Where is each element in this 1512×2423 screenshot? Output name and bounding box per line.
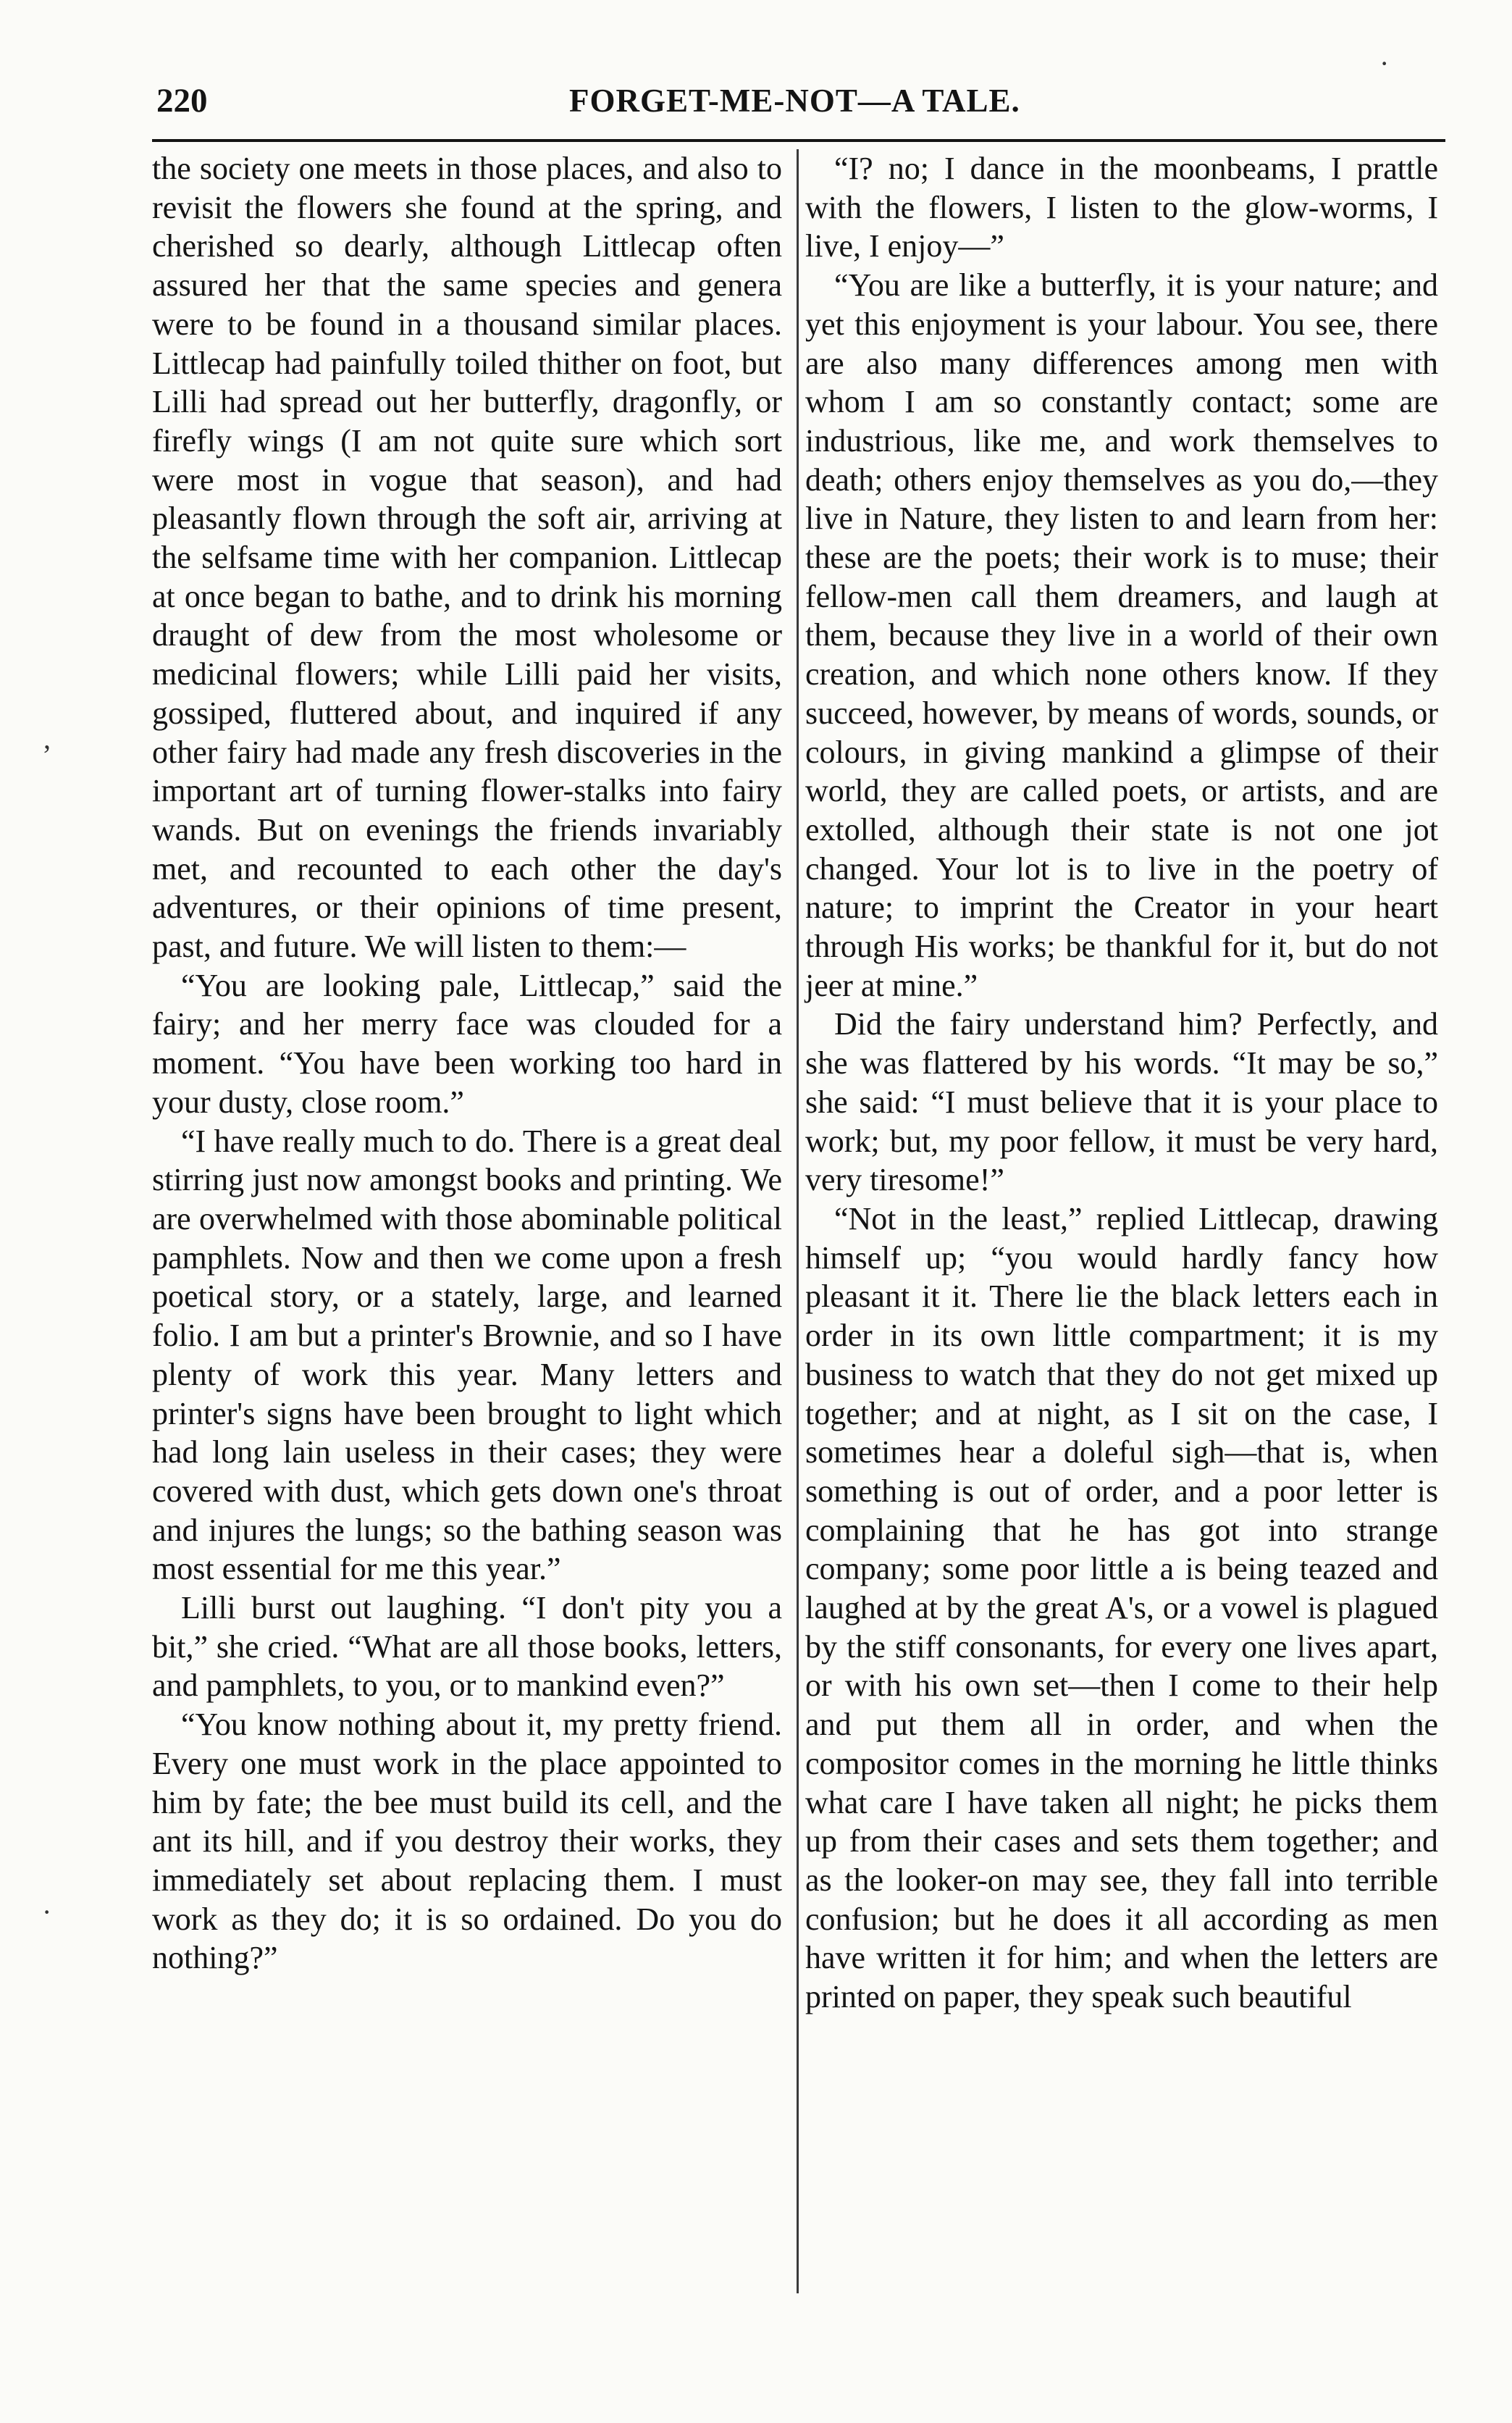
page-header	[156, 71, 1438, 130]
paragraph: “I have really much to do. There is a great deal stirring just now amongst books and printing. We are overwhelmed with those abominable political pamphlets. Now and then we come upon a fresh poetical story, or a stately, large, and learned folio. I am but a printer's Brownie, and so I have plenty of work this year. Many letters and printer's signs have been brought to light which had long lain useless in their cases; they were covered with dust, which gets down one's throat and injures the lungs; so the bathing season was most essential for me this year.”	[152, 1123, 782, 1587]
margin-mark: ·	[1379, 47, 1390, 80]
paragraph: “You are like a butterfly, it is your nature; and yet this enjoyment is your labour. You see, there are also many differences among men with whom I am so constantly contact; some are industrious, like me, and work themselves to death; others enjoy themselves as you do,—they live in Nature, they listen to and learn from her: these are the poets; their work is to muse; their fellow-men call them dreamers, and laugh at them, because they live in a world of their own creation, and which none others know. If they succeed, however, by means of words, sounds, or colours, in giving mankind a glimpse of their world, they are called poets, or artists, and are extolled, although their state is not one jot changed. Your lot is to live in the poetry of nature; to imprint the Creator in your heart through His works; be thankful for it, but do not jeer at mine.”	[805, 267, 1438, 1003]
paragraph: Did the fairy understand him? Perfectly, and she was flattered by his words. “It may be so,” she said: “I must believe that it is your place to work; but, my poor fellow, it must be very hard, very tiresome!”	[805, 1006, 1438, 1198]
paragraph: “I? no; I dance in the moonbeams, I prattle with the flowers, I listen to the glow-worms, I live, I enjoy—”	[805, 151, 1438, 264]
running-title: FORGET-ME-NOT—A TALE.	[569, 83, 1020, 119]
margin-mark: ,	[43, 722, 51, 755]
right-column	[805, 149, 1438, 2017]
header-rule	[152, 139, 1445, 142]
paragraph: “You are looking pale, Littlecap,” said the fairy; and her merry face was clouded for a moment. “You have been working too hard in your dusty, close room.”	[152, 967, 782, 1120]
paragraph: “You know nothing about it, my pretty friend. Every one must work in the place appointed to him by fate; the bee must build its cell, and the ant its hill, and if you destroy their works, they immediately set about replacing them. I must work as they do; it is so ordained. Do you do nothing?”	[152, 1707, 782, 1976]
page-number: 220	[156, 82, 208, 120]
margin-mark: ·	[42, 1896, 52, 1928]
paragraph: “Not in the least,” replied Littlecap, drawing himself up; “you would hardly fancy how pleasant it it. There lie the black letters each in order in its own little compartment; it is my business to watch that they do not get mixed up together; and at night, as I sit on the case, I sometimes hear a doleful sigh—that is, when something is out of order, and a poor letter is complaining that he has got into strange company; some poor little a is being teazed and laughed at by the great A's, or a vowel is plagued by the stiff consonants, for every one lives apart, or with his own set—then I come to their help and put them all in order, and when the compositor comes in the morning he little thinks what care I have taken all night; he picks them up from their cases and sets them together; and as the looker-on may see, they fall into terrible confusion; but he does it all according as men have written it for him; and when the letters are printed on paper, they speak such beautiful	[805, 1200, 1438, 2015]
left-column	[152, 149, 782, 1978]
column-divider	[797, 149, 799, 2293]
paragraph: Lilli burst out laughing. “I don't pity you a bit,” she cried. “What are all those books, letters, and pamphlets, to you, or to mankind even?”	[152, 1590, 782, 1704]
paragraph: the society one meets in those places, and also to revisit the flowers she found at the spring, and cherished so dearly, although Littlecap often assured her that the same species and genera were to be found in a thousand similar places. Littlecap had painfully toiled thither on foot, but Lilli had spread out her butterfly, dragonfly, or firefly wings (I am not quite sure which sort were most in vogue that season), and had pleasantly flown through the soft air, arriving at the selfsame time with her companion. Littlecap at once began to bathe, and to drink his morning draught of dew from the most wholesome or medicinal flowers; while Lilli paid her visits, gossiped, fluttered about, and inquired if any other fairy had made any fresh discoveries in the important art of turning flower-stalks into fairy wands. But on evenings the friends invariably met, and recounted to each other the day's adventures, or their opinions of time present, past, and future. We will listen to them:—	[152, 151, 782, 965]
